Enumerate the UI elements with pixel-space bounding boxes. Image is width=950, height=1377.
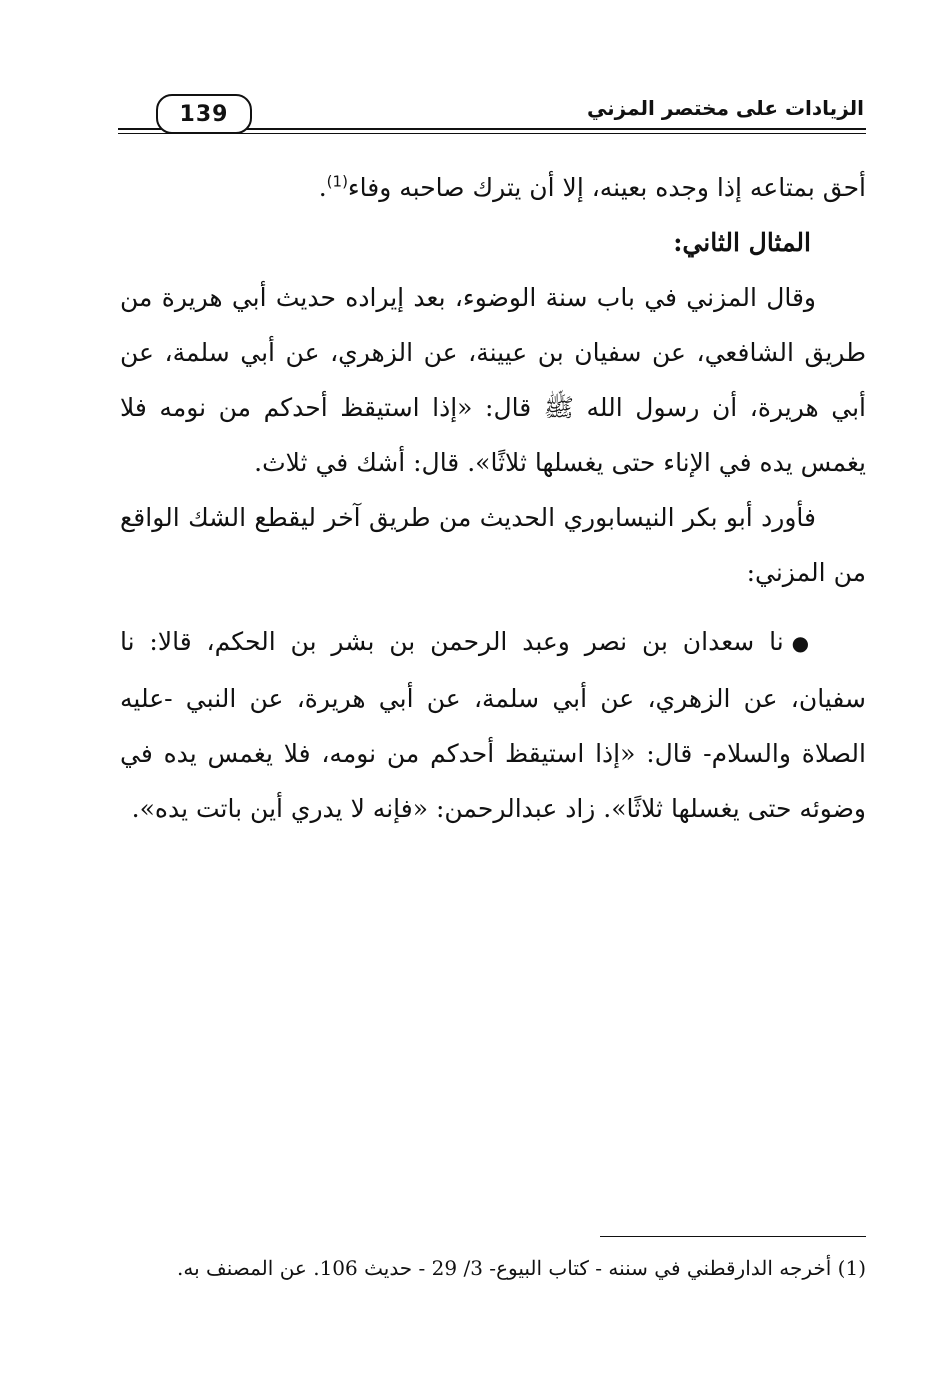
paragraph-2: وقال المزني في باب سنة الوضوء، بعد إيراده حديث أبي هريرة من طريق الشافعي، عن سفيان بن عيينة، عن الزهري، عن أبي سلمة، عن أبي هريرة، أن رسول الله ﷺ قال: «إذا استيقظ أحدكم من نومه فلا يغمس يده في الإناء حتى يغسلها ثلاثًا». قال: أشك في ثلاث. (120, 283, 866, 477)
page-number: 139 (156, 94, 252, 134)
paragraph-spacer (120, 600, 866, 614)
bullet-icon: ● (791, 631, 816, 655)
footnote-1: (1) أخرجه الدارقطني في سننه - كتاب البيوع- 3/ 29 - حديث 106. عن المصنف به. (177, 1256, 866, 1280)
footnote-reference: (1) (326, 172, 348, 191)
body-text (120, 160, 866, 836)
paragraph-4-text: نا سعدان بن نصر وعبد الرحمن بن بشر بن الحكم، قالا: نا سفيان، عن الزهري، عن أبي سلمة، عن أبي هريرة، عن النبي -عليه الصلاة والسلام- قال: «إذا استيقظ أحدكم من نومه، فلا يغمس يده في وضوئه حتى يغسلها ثلاثًا». زاد عبدالرحمن: «فإنه لا يدري أين باتت يده». (120, 627, 866, 823)
running-title: الزيادات على مختصر المزني (577, 96, 864, 120)
paragraph-3: فأورد أبو بكر النيسابوري الحديث من طريق آخر ليقطع الشك الواقع من المزني: (120, 503, 866, 587)
paragraph-continuation (120, 160, 866, 215)
footnote-divider (600, 1236, 866, 1237)
section-heading-row (120, 215, 866, 270)
section-heading: المثال الثاني: (673, 228, 811, 257)
page-header (118, 90, 866, 138)
paragraph-1-text: أحق بمتاعه إذا وجده بعينه، إلا أن يترك صاحبه وفاء (347, 173, 866, 202)
paragraph-1-end: . (318, 173, 327, 202)
paragraph-4 (120, 614, 866, 836)
